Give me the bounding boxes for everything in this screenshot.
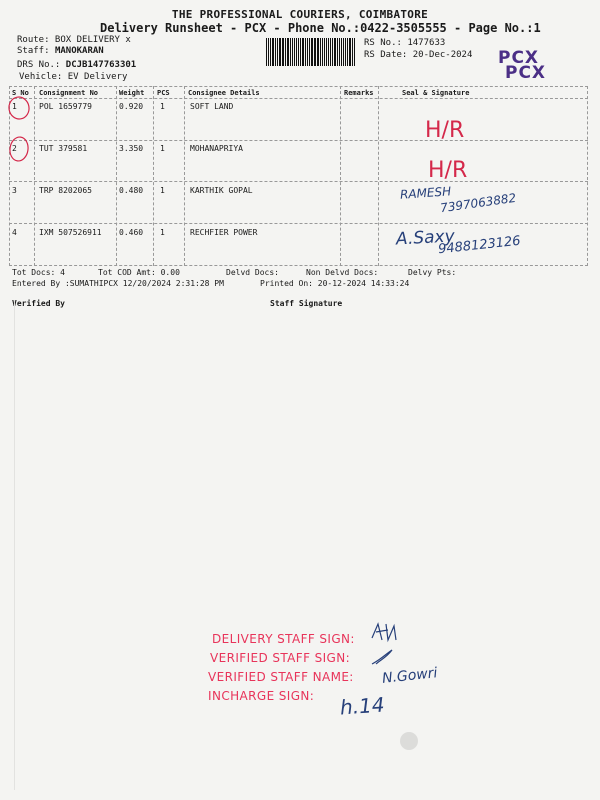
barcode-bar	[305, 38, 306, 66]
row-4-pcs: 1	[160, 228, 165, 237]
barcode-bar	[314, 38, 315, 66]
col-divider	[184, 86, 185, 266]
col-header-signature: Seal & Signature	[402, 89, 470, 97]
drs-label: DRS No.:	[17, 60, 61, 70]
barcode-bar	[320, 38, 321, 66]
stamp-verified-staff-sign: VERIFIED STAFF SIGN:	[210, 651, 351, 665]
barcode-bar	[317, 38, 319, 66]
pcx-stamp-bottom: PCX	[505, 63, 547, 83]
barcode-bar	[283, 38, 284, 66]
barcode-bar	[337, 38, 338, 66]
header-divider	[9, 98, 588, 99]
barcode-bar	[270, 38, 271, 66]
company-name: THE PROFESSIONAL COURIERS, COIMBATORE	[171, 8, 429, 21]
row-4-consignee: RECHFIER POWER	[190, 228, 258, 237]
barcode-bar	[309, 38, 310, 66]
barcode-bar	[298, 38, 299, 66]
drs-line	[17, 60, 136, 70]
page-edge-line	[14, 300, 15, 790]
verified-by-label: Verified By	[12, 299, 65, 308]
barcode-bar	[354, 38, 355, 66]
barcode-bar	[343, 38, 344, 66]
barcode-bar	[307, 38, 308, 66]
incharge-signature-handwritten: h.14	[339, 692, 386, 720]
delivery-points: Delvy Pts:	[408, 268, 457, 277]
barcode-bar	[315, 38, 316, 66]
barcode-bar	[300, 38, 301, 66]
barcode-bar	[326, 38, 327, 66]
vehicle-line: Vehicle: EV Delivery	[19, 72, 128, 82]
row-1-pcs: 1	[160, 102, 165, 111]
col-header-sno: S No	[12, 89, 29, 97]
col-header-consignee: Consignee Details	[188, 89, 260, 97]
row-3-receiver-phone: 7397063882	[439, 190, 517, 216]
barcode-bar	[332, 38, 333, 66]
col-header-consignment: Consignment No	[39, 89, 99, 97]
row-4-consignment: IXM 507526911	[39, 228, 102, 237]
col-divider	[116, 86, 117, 266]
barcode-bar	[279, 38, 280, 66]
staff-label: Staff:	[17, 46, 50, 56]
row-3-pcs: 1	[160, 186, 165, 195]
barcode-bar	[328, 38, 329, 66]
stamp-delivery-staff-sign: DELIVERY STAFF SIGN:	[212, 632, 355, 646]
circle-mark-row-1	[7, 95, 31, 120]
barcode-bar	[292, 38, 293, 66]
stamp-incharge-sign: INCHARGE SIGN:	[208, 689, 315, 703]
runsheet-title: Delivery Runsheet - PCX - Phone No.:0422-3505555 - Page No.:1	[100, 21, 541, 35]
col-header-weight: Weight	[119, 89, 145, 97]
total-cod: Tot COD Amt: 0.00	[98, 268, 180, 277]
row-1-consignment: POL 1659779	[39, 102, 92, 111]
route-line: Route: BOX DELIVERY x	[17, 35, 131, 45]
row-4-receiver-name: A.Saxy	[395, 226, 456, 250]
barcode-bar	[341, 38, 342, 66]
barcode-bar	[324, 38, 325, 66]
row-3-receiver-name: RAMESH	[399, 184, 452, 202]
barcode-bar	[272, 38, 274, 66]
row-2-pcs: 1	[160, 144, 165, 153]
barcode-bar	[334, 38, 336, 66]
col-header-pcs: PCS	[157, 89, 170, 97]
barcode-bar	[302, 38, 304, 66]
row-divider	[9, 140, 588, 141]
row-divider	[9, 181, 588, 182]
barcode	[266, 38, 356, 66]
row-3-signature-hr: H/R	[428, 158, 468, 183]
row-2-consignment: TUT 379581	[39, 144, 88, 153]
barcode-bar	[282, 38, 283, 66]
barcode-bar	[311, 38, 312, 66]
total-docs: Tot Docs: 4	[12, 268, 65, 277]
row-3-weight: 0.480	[119, 186, 144, 195]
row-2-weight: 3.350	[119, 144, 144, 153]
row-3-consignment: TRP 8202065	[39, 186, 92, 195]
barcode-bar	[290, 38, 291, 66]
barcode-bar	[330, 38, 331, 66]
non-delivered-docs: Non Delvd Docs:	[306, 268, 379, 277]
row-2-signature-hr: H/R	[425, 118, 465, 143]
barcode-bar	[266, 38, 267, 66]
staff-line	[17, 46, 104, 56]
row-4-weight: 0.460	[119, 228, 144, 237]
row-divider	[9, 223, 588, 224]
row-4-receiver-phone: 9488123126	[437, 233, 522, 258]
barcode-bar	[345, 38, 346, 66]
row-1-sno: 1	[12, 102, 17, 111]
col-divider	[378, 86, 379, 266]
verified-staff-name-handwritten: N.Gowri	[381, 665, 439, 687]
rs-date: RS Date: 20-Dec-2024	[364, 50, 473, 60]
row-2-consignee: MOHANAPRIYA	[190, 144, 243, 153]
col-header-remarks: Remarks	[344, 89, 374, 97]
barcode-bar	[349, 38, 351, 66]
delivery-staff-signature	[372, 624, 396, 640]
stamp-verified-staff-name: VERIFIED STAFF NAME:	[208, 670, 354, 684]
row-3-consignee: KARTHIK GOPAL	[190, 186, 253, 195]
barcode-bar	[296, 38, 297, 66]
row-1-consignee: SOFT LAND	[190, 102, 234, 111]
pcx-stamp-top: PCX	[498, 48, 540, 68]
drs-number: DCJB147763301	[65, 60, 137, 70]
barcode-bar	[294, 38, 295, 66]
staff-signature-label: Staff Signature	[270, 299, 343, 308]
barcode-bar	[285, 38, 286, 66]
row-4-sno: 4	[12, 228, 17, 237]
verified-staff-signature	[372, 650, 392, 664]
punch-hole-shadow	[396, 728, 422, 754]
barcode-bar	[347, 38, 348, 66]
staff-name: MANOKARAN	[54, 46, 104, 56]
row-1-weight: 0.920	[119, 102, 144, 111]
col-divider	[153, 86, 154, 266]
delivered-docs: Delvd Docs:	[226, 268, 279, 277]
rs-number: RS No.: 1477633	[364, 38, 446, 48]
barcode-bar	[322, 38, 323, 66]
stamp-handwritten-marks	[368, 620, 418, 668]
entered-by: Entered By :SUMATHIPCX 12/20/2024 2:31:28 PM	[12, 279, 224, 288]
barcode-bar	[268, 38, 269, 66]
circle-mark-row-2	[8, 136, 29, 162]
col-divider	[340, 86, 341, 266]
barcode-bar	[352, 38, 353, 66]
barcode-bar	[339, 38, 340, 66]
printed-on: Printed On: 20-12-2024 14:33:24	[260, 279, 410, 288]
barcode-bar	[275, 38, 276, 66]
barcode-bar	[277, 38, 278, 66]
row-3-sno: 3	[12, 186, 17, 195]
barcode-bar	[287, 38, 289, 66]
row-2-sno: 2	[12, 144, 17, 153]
handwritten-circles	[4, 94, 36, 166]
